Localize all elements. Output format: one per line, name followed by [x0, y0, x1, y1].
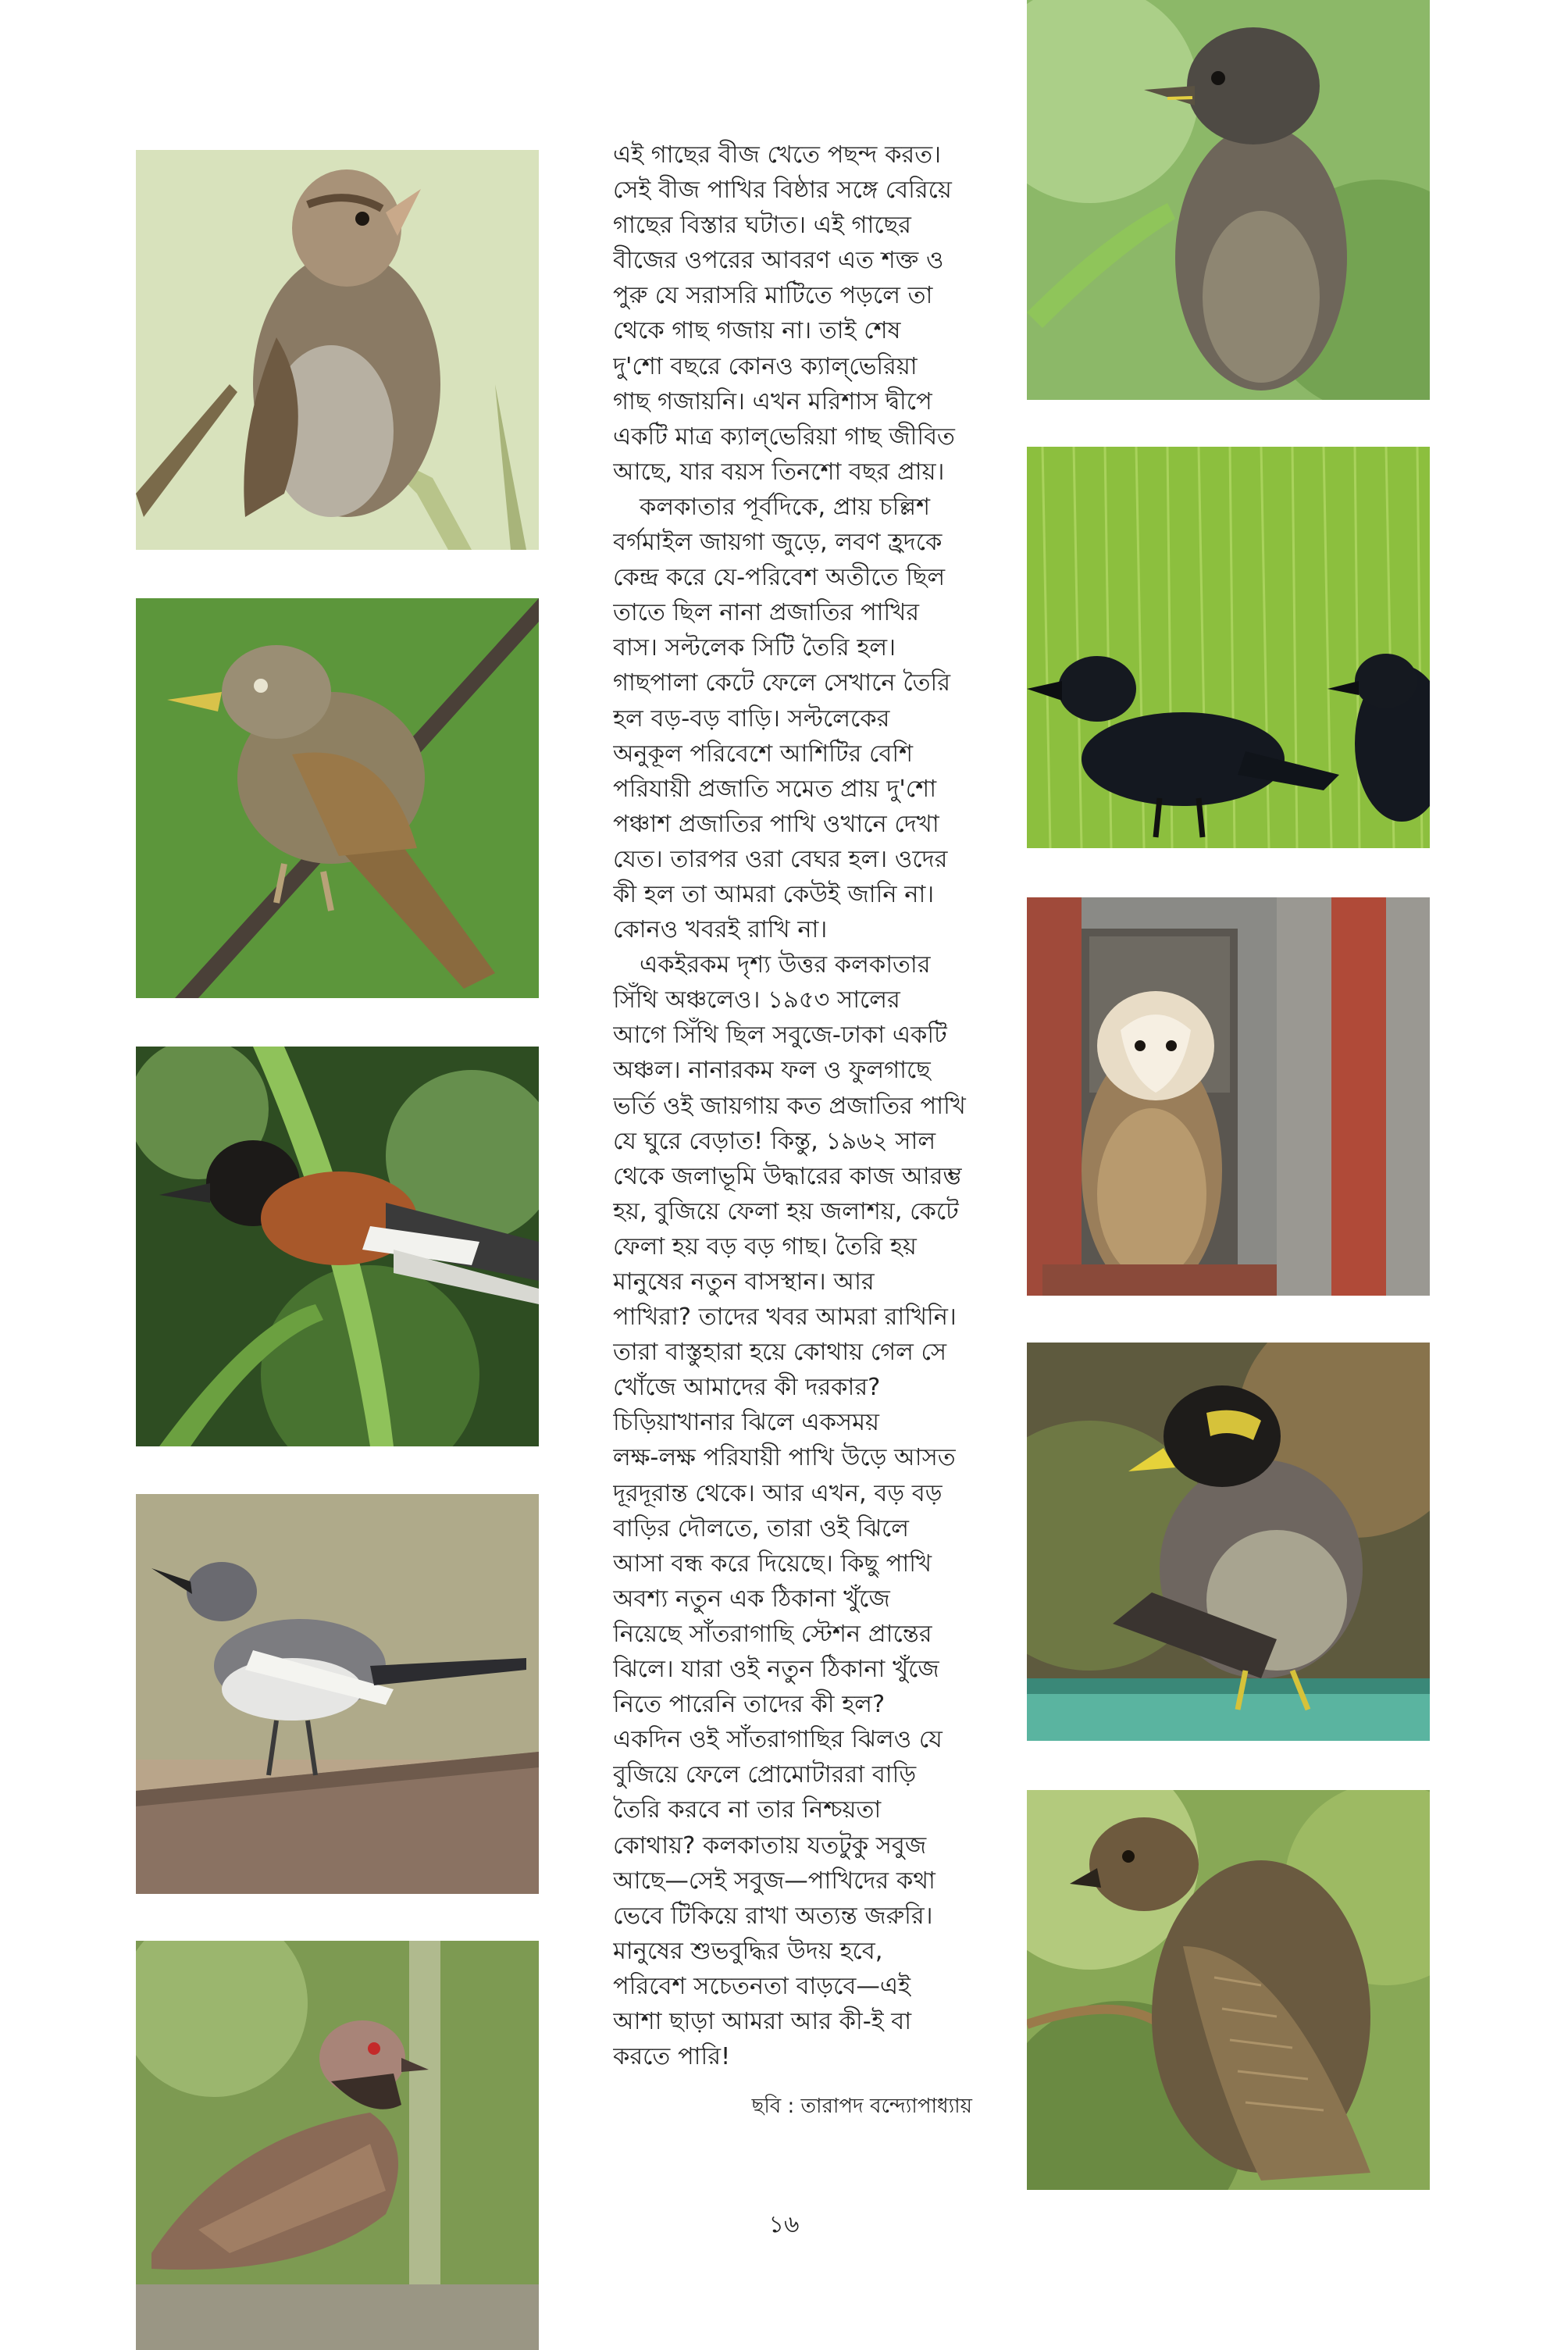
- body-line: তৈরি করবে না তার নিশ্চয়তা: [613, 1796, 882, 1824]
- body-line: আশা ছাড়া আমরা আর কী-ই বা: [613, 2007, 912, 2035]
- body-line: একইরকম দৃশ্য উত্তর কলকাতার: [640, 951, 931, 979]
- body-line: পরিযায়ী প্রজাতি সমেত প্রায় দু'শো: [613, 775, 937, 803]
- photo-bank-myna: [1027, 1343, 1430, 1741]
- body-line: কেন্দ্র করে যে-পরিবেশ অতীতে ছিল: [613, 564, 946, 592]
- body-line: দূরদূরান্ত থেকে। আর এখন, বড় বড়: [613, 1479, 943, 1507]
- photo-barn-owl: [1027, 897, 1430, 1296]
- body-line: পুরু যে সরাসরি মাটিতে পড়লে তা: [613, 282, 933, 310]
- body-line: মানুষের নতুন বাসস্থান। আর: [613, 1268, 875, 1296]
- body-line: আসা বন্ধ করে দিয়েছে। কিছু পাখি: [613, 1549, 932, 1578]
- body-line: লক্ষ-লক্ষ পরিযায়ী পাখি উড়ে আসত: [613, 1444, 956, 1472]
- body-line: একদিন ওই সাঁতরাগাছির ঝিলও যে: [613, 1726, 943, 1754]
- photo-black-kite: [1027, 1790, 1430, 2190]
- body-line: ফেলা হয় বড় বড় গাছ। তৈরি হয়: [613, 1232, 917, 1261]
- body-line: কী হল তা আমরা কেউই জানি না।: [613, 880, 935, 908]
- body-line: হয়, বুজিয়ে ফেলা হয় জলাশয়, কেটে: [613, 1197, 959, 1225]
- body-line: পাখিরা? তাদের খবর আমরা রাখিনি।: [613, 1303, 957, 1332]
- body-line: তাতে ছিল নানা প্রজাতির পাখির: [613, 599, 920, 627]
- body-line: কোনও খবরই রাখি না।: [613, 916, 828, 944]
- body-line: থেকে গাছ গজায় না। তাই শেষ: [613, 317, 901, 345]
- body-line: তারা বাস্তুহারা হয়ে কোথায় গেল সে: [613, 1339, 947, 1367]
- photo-house-crows: [1027, 447, 1430, 848]
- body-line: অনুকূল পরিবেশে আশিটির বেশি: [613, 740, 914, 768]
- body-line: আছে—সেই সবুজ—পাখিদের কথা: [613, 1867, 935, 1895]
- photo-oriental-magpie-robin: [136, 1494, 539, 1894]
- body-line: গাছ গজায়নি। এখন মরিশাস দ্বীপে: [613, 387, 932, 415]
- photo-rufous-treepie: [136, 1047, 539, 1446]
- body-line: এই গাছের বীজ খেতে পছন্দ করত।: [613, 141, 941, 169]
- body-line: বাড়ির দৌলতে, তারা ওই ঝিলে: [613, 1514, 910, 1542]
- body-line: ভেবে টিকিয়ে রাখা অত্যন্ত জরুরি।: [613, 1902, 933, 1930]
- article-body: [613, 137, 972, 2074]
- body-line: খোঁজে আমাদের কী দরকার?: [613, 1374, 881, 1402]
- photo-spotted-dove: [136, 1941, 539, 2350]
- page-number: ১৬: [768, 2211, 800, 2238]
- body-line: বর্গমাইল জায়গা জুড়ে, লবণ হ্রদকে: [613, 529, 943, 557]
- body-line: আগে সিঁথি ছিল সবুজে-ঢাকা একটি: [613, 1022, 947, 1050]
- photo-house-sparrow: [136, 150, 539, 550]
- body-line: পঞ্চাশ প্রজাতির পাখি ওখানে দেখা: [613, 810, 939, 838]
- body-line: ভর্তি ওই জায়গায় কত প্রজাতির পাখি: [613, 1092, 966, 1120]
- body-line: বাস। সল্টলেক সিটি তৈরি হল।: [613, 634, 896, 662]
- body-line: দু'শো বছরে কোনও ক্যাল্‌ভেরিয়া: [613, 352, 918, 380]
- body-line: করতে পারি!: [613, 2043, 731, 2071]
- body-line: নিয়েছে সাঁতরাগাছি স্টেশন প্রান্তের: [613, 1620, 932, 1648]
- body-line: গাছপালা কেটে ফেলে সেখানে তৈরি: [613, 669, 951, 697]
- body-line: একটি মাত্র ক্যাল্‌ভেরিয়া গাছ জীবিত: [613, 423, 955, 451]
- body-line: থেকে জলাভূমি উদ্ধারের কাজ আরম্ভ: [613, 1162, 962, 1190]
- body-line: অবশ্য নতুন এক ঠিকানা খুঁজে: [613, 1585, 890, 1613]
- body-line: মানুষের শুভবুদ্ধির উদয় হবে,: [613, 1937, 883, 1965]
- body-line: কলকাতার পূর্বদিকে, প্রায় চল্লিশ: [640, 493, 931, 521]
- body-line: হল বড়-বড় বাড়ি। সল্টলেকের: [613, 704, 890, 733]
- body-line: পরিবেশ সচেতনতা বাড়বে—এই: [613, 1972, 911, 2000]
- body-line: গাছের বিস্তার ঘটাত। এই গাছের: [613, 212, 911, 240]
- body-line: যেত। তারপর ওরা বেঘর হল। ওদের: [613, 845, 948, 873]
- body-line: বুজিয়ে ফেলে প্রোমোটাররা বাড়ি: [613, 1761, 917, 1789]
- photo-jungle-babbler: [136, 598, 539, 998]
- body-line: বীজের ওপরের আবরণ এত শক্ত ও: [613, 247, 944, 275]
- body-line: সিঁথি অঞ্চলেও। ১৯৫৩ সালের: [613, 986, 900, 1015]
- body-line: সেই বীজ পাখির বিষ্ঠার সঙ্গে বেরিয়ে: [613, 177, 952, 205]
- body-line: অঞ্চল। নানারকম ফল ও ফুলগাছে: [613, 1057, 931, 1085]
- body-line: নিতে পারেনি তাদের কী হল?: [613, 1691, 886, 1719]
- photo-juvenile-bulbul: [1027, 0, 1430, 400]
- body-line: ঝিলে। যারা ওই নতুন ঠিকানা খুঁজে: [613, 1656, 939, 1684]
- body-line: কোথায়? কলকাতায় যতটুকু সবুজ: [613, 1831, 927, 1860]
- photo-credit: ছবি : তারাপদ বন্দ্যোপাধ্যায়: [751, 2095, 972, 2118]
- body-line: আছে, যার বয়স তিনশো বছর প্রায়।: [613, 458, 945, 486]
- body-line: যে ঘুরে বেড়াত! কিন্তু, ১৯৬২ সাল: [613, 1127, 936, 1155]
- body-line: চিড়িয়াখানার ঝিলে একসময়: [613, 1409, 879, 1437]
